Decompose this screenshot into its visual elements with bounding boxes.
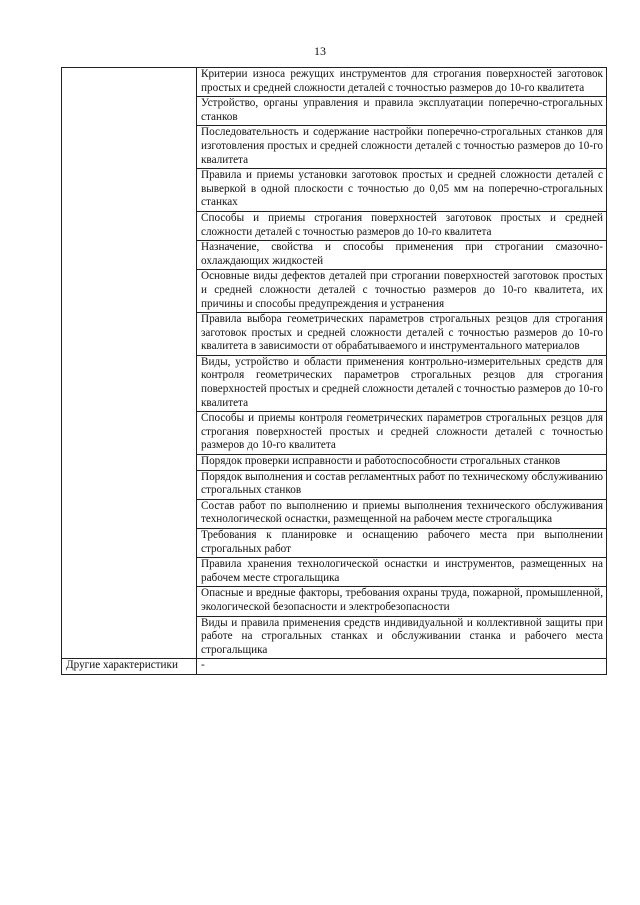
table-row [62,68,607,97]
knowledge-item-text: Способы и приемы контроля геометрических параметров строгальных резцов для строгания поверхностей простых и средней сложности деталей с точностью размеров до 10-го квалитета [201,412,603,452]
knowledge-item-text: Устройство, органы управления и правила эксплуатации поперечно-строгальных станков [201,97,603,123]
knowledge-item [197,558,607,587]
knowledge-item [197,412,607,455]
knowledge-item [197,169,607,212]
other-characteristics-label: Другие характеристики [62,659,197,675]
knowledge-item-text: Правила выбора геометрических параметров строгальных резцов для строгания заготовок простых и средней сложности деталей с точностью размеров до 10-го квалитета в зависимости от обрабатываемого и инструментального материалов [201,313,603,353]
knowledge-item-text: Последовательность и содержание настройки поперечно-строгальных станков для изготовления простых и средней сложности деталей с точностью размеров до 10-го квалитета [201,126,603,166]
knowledge-item [197,313,607,356]
knowledge-item [197,126,607,169]
page-number: 13 [314,44,326,58]
knowledge-item-text: Назначение, свойства и способы применения при строгании смазочно-охлаждающих жидкостей [201,241,603,267]
knowledge-item-text: Виды, устройство и области применения контрольно-измерительных средств для контроля геометрических параметров строгальных резцов для строгания поверхностей простых и средней сложности деталей с точностью размеров до 10-го квалитета [201,355,603,409]
knowledge-item-text: Способы и приемы строгания поверхностей заготовок простых и средней сложности деталей с точностью размеров до 10-го квалитета [201,211,603,238]
knowledge-item [197,455,607,471]
knowledge-item-text: Правила и приемы установки заготовок простых и средней сложности деталей с выверкой в одной плоскости с точностью до 0,05 мм на поперечно-строгальных станках [201,169,603,209]
knowledge-item [197,529,607,558]
knowledge-item [197,499,607,528]
requirements-table [61,67,607,675]
knowledge-item-text: Критерии износа режущих инструментов для строгания поверхностей заготовок простых и средней сложности деталей с точностью размеров до 10-го квалитета [201,68,603,94]
knowledge-item [197,587,607,616]
knowledge-item-text: Основные виды дефектов деталей при строгании поверхностей заготовок простых и средней сложности деталей с точностью размеров до 10-го квалитета, их причины и способы предупреждения и устранения [201,270,603,310]
knowledge-item-text: Состав работ по выполнению и приемы выполнения технического обслуживания технологической оснастки, размещенной на рабочем месте строгальщика [201,499,603,526]
knowledge-item-text: Порядок выполнения и состав регламентных работ по техническому обслуживанию строгальных станков [201,470,603,497]
knowledge-item-text: Порядок проверки исправности и работоспособности строгальных станков [201,455,561,468]
other-characteristics-value: - [197,659,607,675]
knowledge-item [197,270,607,313]
knowledge-item-text: Правила хранения технологической оснастки и инструментов, размещенных на рабочем месте строгальщика [201,558,603,584]
other-characteristics-row [62,659,607,675]
knowledge-item [197,211,607,240]
knowledge-rows [62,68,607,675]
knowledge-item [197,355,607,411]
knowledge-item-text: Опасные и вредные факторы, требования охраны труда, пожарной, промышленной, экологической безопасности и электробезопасности [201,587,603,613]
knowledge-item [197,470,607,499]
knowledge-item [197,616,607,659]
knowledge-item [197,241,607,270]
knowledge-item [197,68,607,97]
knowledge-item [197,97,607,126]
knowledge-item-text: Требования к планировке и оснащению рабочего места при выполнении строгальных работ [201,529,603,555]
knowledge-item-text: Виды и правила применения средств индивидуальной и коллективной защиты при работе на строгальных станках и обслуживании станка и рабочего места строгальщика [201,616,603,656]
empty-label-cell [62,68,197,659]
